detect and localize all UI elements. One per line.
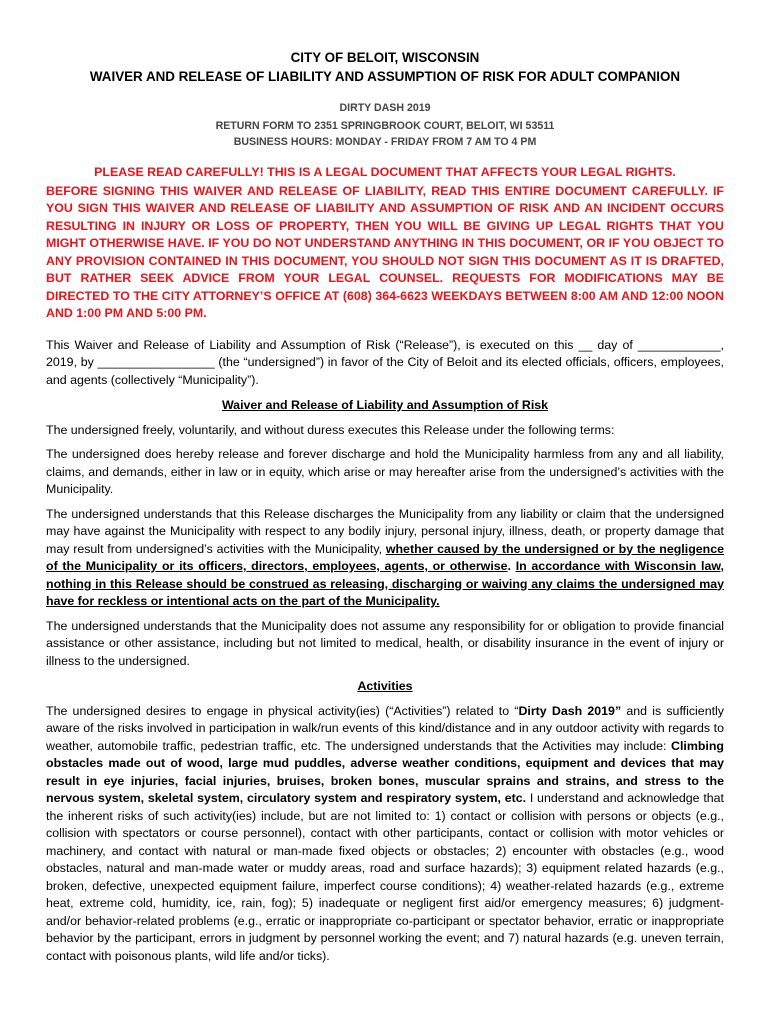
wisconsin-law-clause: In accordance with Wisconsin law, nothing in this Release should be construed as releasing, discharging or waiving any claims the undersigned may have for reckless or intentional acts on the part of the Municipality.: [46, 559, 724, 608]
discharge-text: The undersigned understands that this Release discharges the Municipality from any liability or claim that the undersigned may have against the Municipality with respect to any bodily injury, personal injury, illness, death, or property damage that may result from undersigned’s activities with the Municipality,: [46, 506, 724, 556]
city-title: CITY OF BELOIT, WISCONSIN: [290, 50, 480, 65]
business-hours: BUSINESS HOURS: MONDAY - FRIDAY FROM 7 AM TO 4 PM: [233, 136, 537, 148]
warning-body: BEFORE SIGNING THIS WAIVER AND RELEASE OF LIABILITY, READ THIS ENTIRE DOCUMENT CAREFULLY. IF YOU SIGN THIS WAIVER AND RELEASE OF LIABILITY AND ASSUMPTION OF RISK AND AN INCIDENT OCCURS RESULTING IN INJURY OR LOSS OF PROPERTY, THEN YOU WILL BE GIVING UP LEGAL RIGHTS THAT YOU MIGHT OTHERWISE HAVE. IF YOU DO NOT UNDERSTAND ANYTHING IN THIS DOCUMENT, OR IF YOU OBJECT TO ANY PROVISION CONTAINED IN THIS DOCUMENT, YOU SHOULD NOT SIGN THIS DOCUMENT AS IT IS DRAFTED, BUT RATHER SEEK ADVICE FROM YOUR LEGAL COUNSEL. REQUESTS FOR MODIFICATIONS MAY BE DIRECTED TO THE CITY ATTORNEY’S OFFICE AT (608) 364-6623 WEEKDAYS BETWEEN 8:00 AM AND 12:00 NOON AND 1:00 PM AND 5:00 PM.: [46, 183, 724, 320]
assistance-paragraph: The undersigned understands that the Municipality does not assume any responsibility for or obligation to provide financial assistance or other assistance, including but not limited to medical, health, or disability insurance in the event of injury or illness to the undersigned.: [46, 618, 724, 668]
event-name: DIRTY DASH 2019: [339, 102, 431, 114]
discharge-paragraph: [46, 506, 724, 611]
section-heading-waiver: Waiver and Release of Liability and Assumption of Risk: [221, 398, 549, 412]
return-address: RETURN FORM TO 2351 SPRINGBROOK COURT, BELOIT, WI 53511: [215, 120, 555, 132]
activities-paragraph: [46, 703, 724, 966]
warning-headline: PLEASE READ CAREFULLY! THIS IS A LEGAL DOCUMENT THAT AFFECTS YOUR LEGAL RIGHTS.: [94, 165, 676, 179]
terms-paragraph: The undersigned freely, voluntarily, and without duress executes this Release under the following terms:: [46, 422, 615, 437]
activities-text-3: I understand and acknowledge that the inherent risks of such activity(ies) include, but are not limited to: 1) contact or collision with persons or objects (e.g., collision with spectators or course personnel), contact with other participants, contact or collision with motor vehicles or machinery, and contact with natural or man-made fixed objects or obstacles; 2) encounter with obstacles (e.g., wood obstacles, natural and man-made water or muddy areas, road and surface hazards); 3) equipment related hazards (e.g., broken, defective, unexpected equipment failure, imperfect course conditions); 4) weather-related hazards (e.g., extreme heat, extreme cold, humidity, ice, rain, fog); 5) inadequate or negligent first aid/or emergency measures; 6) judgment- and/or behavior-related problems (e.g., erratic or inappropriate co-participant or spectator behavior, erratic or inappropriate behavior by the participant, errors in judgment by personnel working the event; and 7) natural hazards (e.g. uneven terrain, contact with poisonous plants, wild life and/or ticks).: [46, 791, 724, 963]
form-title: WAIVER AND RELEASE OF LIABILITY AND ASSUMPTION OF RISK FOR ADULT COMPANION: [89, 69, 681, 84]
event-reference: Dirty Dash 2019”: [518, 703, 622, 718]
section-heading-activities: Activities: [357, 679, 413, 693]
negligence-clause: whether caused by the undersigned or by the negligence of the Municipality or its officers, directors, employees, agents, or otherwise: [46, 541, 724, 573]
clause-period: .: [507, 559, 516, 573]
activities-text-1: The undersigned desires to engage in physical activity(ies) (“Activities”) related to “: [46, 703, 519, 718]
risks-list: Climbing obstacles made out of wood, large mud puddles, adverse weather conditions, equipment and devices that may result in eye injuries, facial injuries, bruises, broken bones, muscular sprains and strains, and stress to the nervous system, skeletal system, circulatory system and respiratory system, etc.: [46, 738, 724, 805]
activities-text-2: and is sufficiently aware of the risks involved in participation in walk/run events of this kind/distance and in any outdoor activity with regards to weather, automobile traffic, pedestrian traffic, etc. The undersigned understands that the Activities may include:: [46, 703, 724, 753]
intro-paragraph: This Waiver and Release of Liability and Assumption of Risk (“Release”), is executed on this __ day of ____________, 2019, by _________________ (the “undersigned”) in favor of the City of Beloit and its elected officials, officers, employees, and agents (collectively “Municipality”).: [46, 337, 724, 387]
release-paragraph: The undersigned does hereby release and forever discharge and hold the Municipality harmless from any and all liability, claims, and demands, either in law or in equity, which arise or may hereafter arise from the undersigned’s activities with the Municipality.: [46, 447, 724, 496]
